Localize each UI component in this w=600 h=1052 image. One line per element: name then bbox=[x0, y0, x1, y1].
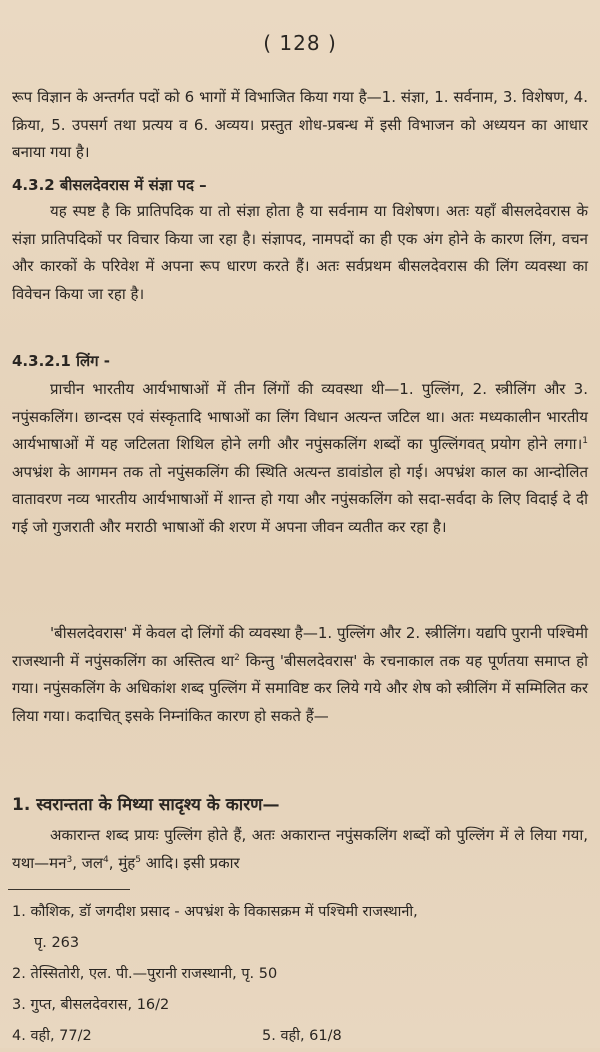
paragraph-noun-words: यह स्पष्ट है कि प्रातिपदिक या तो संज्ञा होता है या सर्वनाम या विशेषण। अतः यहाँ बीसलदेवरास के संज्ञा प्रातिपदिकों पर विचार किया जा रहा है। संज्ञापद, नामपदों का ही एक अंग होने के कारण लिंग, वचन और कारकों के परिवेश में अपना रूप धारण करते हैं। अतः सर्वप्रथम बीसलदेवरास की लिंग व्यवस्था का विवेचन किया जा रहा है। bbox=[12, 202, 588, 303]
section-heading-4-3-2-1: 4.3.2.1 लिंग - bbox=[12, 352, 111, 370]
paragraph-bisaldevras-gender bbox=[12, 620, 588, 730]
section-heading-4-3-2: 4.3.2 बीसलदेवरास में संज्ञा पद – bbox=[12, 176, 207, 194]
footnote-marker-2: 2 bbox=[234, 652, 240, 663]
paragraph-a-ending-part-2: , जल bbox=[72, 853, 104, 872]
subheading-vowel-ending: 1. स्वरान्तता के मिथ्या सादृश्य के कारण— bbox=[12, 795, 280, 815]
footnote-marker-5: 5 bbox=[135, 854, 141, 865]
paragraph-bisaldevras-gender-part-2: किन्तु 'बीसलदेवरास' के रचनाकाल तक यह पूर्णतया समाप्त हो गया। नपुंसकलिंग के अधिकांश शब्द पुल्लिंग में समाविष्ट कर लिये गये और शेष को स्त्रीलिंग में सम्मिलित कर लिया गया। कदाचित् इसके निम्नांकित कारण हो सकते हैं— bbox=[12, 651, 588, 725]
paragraph-gender-history bbox=[12, 376, 588, 542]
paragraph-intro: रूप विज्ञान के अन्तर्गत पदों को 6 भागों में विभाजित किया गया है—1. संज्ञा, 1. सर्वनाम, 3. विशेषण, 4. क्रिया, 5. उपसर्ग तथा प्रत्यय व 6. अव्यय। प्रस्तुत शोध-प्रबन्ध में इसी विभाजन को अध्ययन का आधार बनाया गया है। bbox=[12, 88, 588, 162]
paragraph-a-ending-words bbox=[12, 822, 588, 877]
paragraph-gender-history-part-2: अपभ्रंश के आगमन तक तो नपुंसकलिंग की स्थिति अत्यन्त डावांडोल हो गई। अपभ्रंश काल का आन्दोलित वातावरण नव्य भारतीय आर्यभाषाओं में शान्त हो गया और नपुंसकलिंग को सदा-सर्वदा के लिए विदाई दे दी गई जो गुजराती और मराठी भाषाओं की शरण में अपना जीवन व्यतीत कर रहा है। bbox=[12, 462, 588, 536]
footnotes bbox=[12, 897, 588, 1052]
footnote-2: 2. तेस्सितोरी, एल. पी.—पुरानी राजस्थानी, पृ. 50 bbox=[12, 966, 278, 982]
footnote-marker-1: 1 bbox=[582, 436, 588, 447]
paragraph-a-ending-part-1: अकारान्त शब्द प्रायः पुल्लिंग होते हैं, अतः अकारान्त नपुंसकलिंग शब्दों को पुल्लिंग में ले लिया गया, यथा—मन bbox=[12, 826, 588, 872]
paragraph-a-ending-part-4: आदि। इसी प्रकार bbox=[141, 853, 240, 872]
footnote-3: 3. गुप्त, बीसलदेवरास, 16/2 bbox=[12, 997, 170, 1013]
footnote-1-line-1: 1. कौशिक, डॉ जगदीश प्रसाद - अपभ्रंश के विकासक्रम में पश्चिमी राजस्थानी, bbox=[12, 904, 418, 920]
footnote-row-4-5 bbox=[12, 1021, 588, 1052]
footnote-1-line-2: पृ. 263 bbox=[34, 935, 80, 951]
footnote-marker-4: 4 bbox=[103, 854, 109, 865]
page-number: ( 128 ) bbox=[263, 31, 337, 55]
paragraph-gender-history-part-1: प्राचीन भारतीय आर्यभाषाओं में तीन लिंगों की व्यवस्था थी—1. पुल्लिंग, 2. स्त्रीलिंग और 3. नपुंसकलिंग। छान्दस एवं संस्कृतादि भाषाओं का लिंग विधान अत्यन्त जटिल था। अतः मध्यकालीन भारतीय आर्यभाषाओं में यह जटिलता शिथिल होने लगी और नपुंसकलिंग शब्दों का पुल्लिंगवत् प्रयोग होने लगा। bbox=[12, 380, 588, 454]
paragraph-bisaldevras-gender-part-1: 'बीसलदेवरास' में केवल दो लिंगों की व्यवस्था है—1. पुल्लिंग और 2. स्त्रीलिंग। यद्यपि पुरानी पश्चिमी राजस्थानी में नपुंसकलिंग का अस्तित्व था bbox=[12, 624, 588, 670]
footnote-marker-3: 3 bbox=[66, 854, 73, 865]
footnote-divider bbox=[8, 889, 130, 890]
paragraph-a-ending-part-3: , मुंह bbox=[108, 853, 136, 872]
footnote-4: 4. वही, 77/2 bbox=[12, 1028, 92, 1044]
footnote-5: 5. वही, 61/8 bbox=[262, 1028, 342, 1044]
